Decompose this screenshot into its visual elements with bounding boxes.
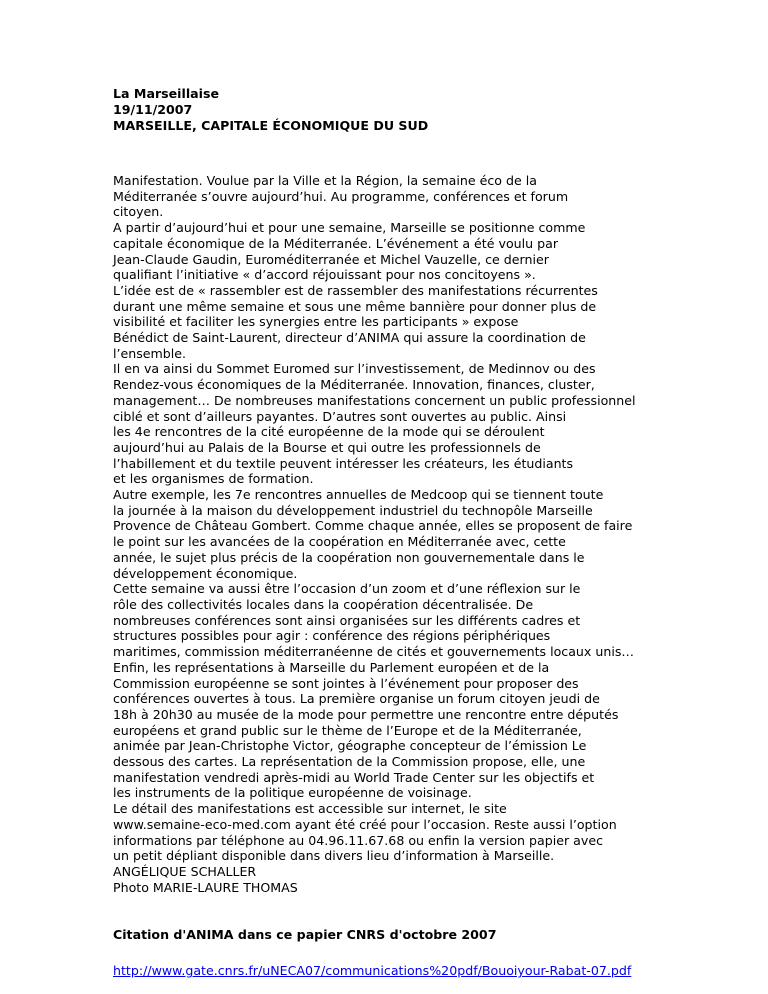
article-line: durant une même semaine et sous une même bannière pour donner plus de bbox=[113, 298, 597, 314]
article-title: MARSEILLE, CAPITALE ÉCONOMIQUE DU SUD bbox=[113, 118, 429, 133]
article-line: visibilité et faciliter les synergies entre les participants » expose bbox=[113, 314, 519, 330]
article-line: ciblé et sont d’ailleurs payantes. D’autres sont ouvertes au public. Ainsi bbox=[113, 408, 567, 424]
article-line: structures possibles pour agir : conférence des régions périphériques bbox=[113, 628, 551, 644]
article-line: animée par Jean-Christophe Victor, géographe concepteur de l’émission Le bbox=[113, 738, 587, 754]
article-line: Bénédict de Saint-Laurent, directeur d’ANIMA qui assure la coordination de bbox=[113, 330, 586, 346]
article-line: Photo MARIE-LAURE THOMAS bbox=[113, 879, 298, 895]
article-line: la journée à la maison du développement industriel du technopôle Marseille bbox=[113, 502, 593, 518]
article-line: L’idée est de « rassembler est de rassembler des manifestations récurrentes bbox=[113, 282, 598, 298]
article-line: ANGÉLIQUE SCHALLER bbox=[113, 863, 257, 879]
article-line: conférences ouvertes à tous. La première organise un forum citoyen jeudi de bbox=[113, 691, 600, 707]
article-line: maritimes, commission méditerranéenne de cités et gouvernements locaux unis… bbox=[113, 644, 634, 660]
article-line: et les organismes de formation. bbox=[113, 471, 314, 487]
article-line: A partir d’aujourd’hui et pour une semaine, Marseille se positionne comme bbox=[113, 220, 586, 236]
article-line: Jean-Claude Gaudin, Euroméditerranée et Michel Vauzelle, ce dernier bbox=[113, 251, 549, 267]
article-line: Le détail des manifestations est accessible sur internet, le site bbox=[113, 801, 507, 817]
article-line: les instruments de la politique européenne de voisinage. bbox=[113, 785, 472, 801]
article-line: Provence de Château Gombert. Comme chaque année, elles se proposent de faire bbox=[113, 518, 633, 534]
source-name: La Marseillaise bbox=[113, 86, 219, 101]
citation-heading: Citation d'ANIMA dans ce papier CNRS d'octobre 2007 bbox=[113, 927, 497, 943]
article-line: capitale économique de la Méditerranée. L’événement a été voulu par bbox=[113, 235, 558, 251]
article-line: qualifiant l’initiative « d’accord réjouissant pour nos concitoyens ». bbox=[113, 267, 536, 283]
article-line: manifestation vendredi après-midi au World Trade Center sur les objectifs et bbox=[113, 769, 595, 785]
article-line: l’habillement et du textile peuvent intéresser les créateurs, les étudiants bbox=[113, 455, 574, 471]
article-line: année, le sujet plus précis de la coopération non gouvernementale dans le bbox=[113, 549, 585, 565]
article-line: Commission européenne se sont jointes à l’événement pour proposer des bbox=[113, 675, 579, 691]
article-line: nombreuses conférences sont ainsi organisées sur les différents cadres et bbox=[113, 612, 581, 628]
article-line: www.semaine-eco-med.com ayant été créé pour l’occasion. Reste aussi l’option bbox=[113, 816, 617, 832]
article-line: l’ensemble. bbox=[113, 345, 187, 361]
article-line: citoyen. bbox=[113, 204, 164, 220]
document-page bbox=[113, 86, 753, 979]
article-line: Méditerranée s’ouvre aujourd’hui. Au programme, conférences et forum bbox=[113, 188, 569, 204]
cnrs-paper-link[interactable]: http://www.gate.cnrs.fr/uNECA07/communications%20pdf/Bouoiyour-Rabat-07.pdf bbox=[113, 963, 632, 979]
article-line: 18h à 20h30 au musée de la mode pour permettre une rencontre entre députés bbox=[113, 706, 619, 722]
article-line: informations par téléphone au 04.96.11.67.68 ou enfin la version papier avec bbox=[113, 832, 603, 848]
article-line: Enfin, les représentations à Marseille du Parlement européen et de la bbox=[113, 659, 550, 675]
article-line: développement économique. bbox=[113, 565, 298, 581]
article-line: Il en va ainsi du Sommet Euromed sur l’investissement, de Medinnov ou des bbox=[113, 361, 596, 377]
article-body bbox=[113, 173, 753, 895]
article-date: 19/11/2007 bbox=[113, 102, 193, 117]
article-line: dessous des cartes. La représentation de la Commission propose, elle, une bbox=[113, 754, 586, 770]
article-line: Rendez-vous économiques de la Méditerranée. Innovation, finances, cluster, bbox=[113, 377, 595, 393]
article-line: Autre exemple, les 7e rencontres annuelles de Medcoop qui se tiennent toute bbox=[113, 487, 604, 503]
article-line: le point sur les avancées de la coopération en Méditerranée avec, cette bbox=[113, 534, 566, 550]
article-line: management… De nombreuses manifestations concernent un public professionnel bbox=[113, 392, 636, 408]
article-line: européens et grand public sur le thème de l’Europe et de la Méditerranée, bbox=[113, 722, 582, 738]
article-line: rôle des collectivités locales dans la coopération décentralisée. De bbox=[113, 596, 534, 612]
article-line: aujourd’hui au Palais de la Bourse et qui outre les professionnels de bbox=[113, 439, 541, 455]
link-spacer bbox=[113, 943, 753, 960]
citation-spacer bbox=[113, 895, 753, 927]
article-line: Cette semaine va aussi être l’occasion d’un zoom et d’une réflexion sur le bbox=[113, 581, 581, 597]
article-line: les 4e rencontres de la cité européenne de la mode qui se déroulent bbox=[113, 424, 545, 440]
article-line: Manifestation. Voulue par la Ville et la Région, la semaine éco de la bbox=[113, 173, 537, 188]
article-line: un petit dépliant disponible dans divers lieu d’information à Marseille. bbox=[113, 848, 555, 864]
header-spacer bbox=[113, 134, 753, 173]
